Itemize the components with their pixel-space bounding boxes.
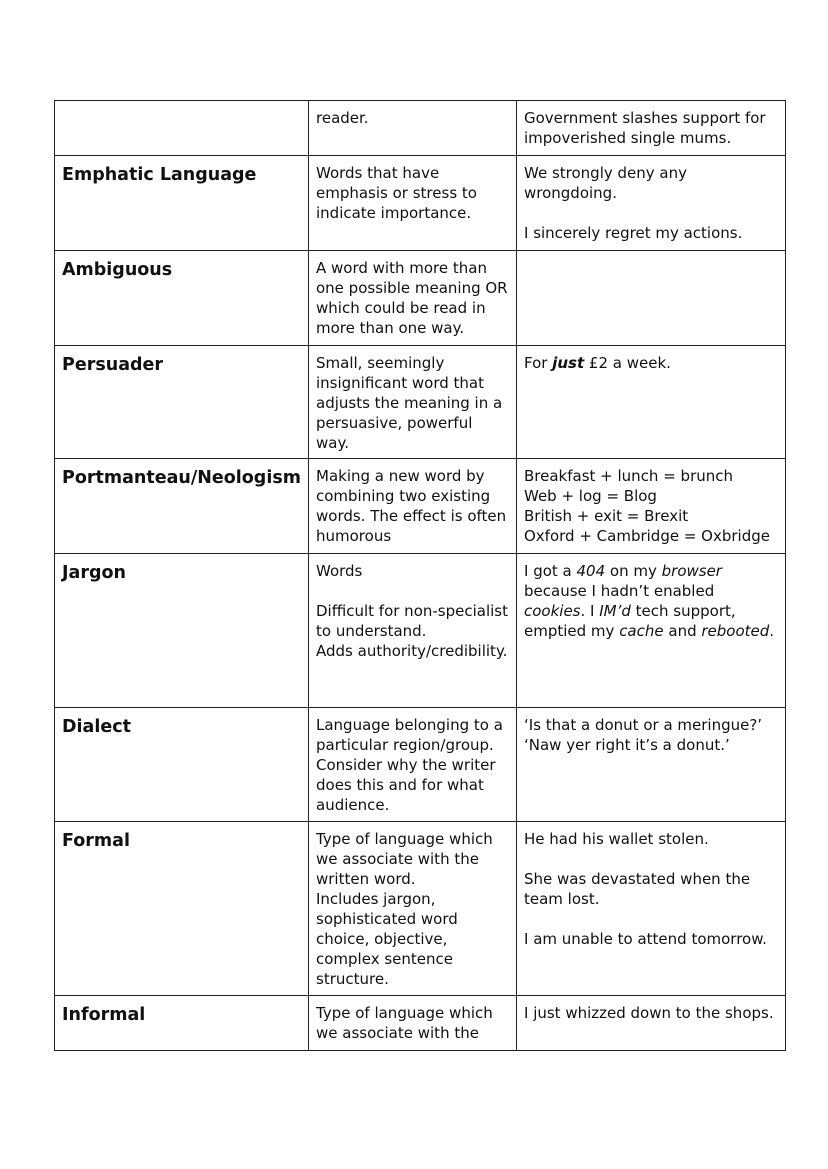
example-text — [524, 353, 779, 373]
example-text-part: £2 a week. — [584, 354, 671, 372]
example-text: Oxford + Cambridge = Oxbridge — [524, 527, 770, 545]
paragraph-gap — [524, 909, 779, 929]
term-cell: Portmanteau/Neologism — [55, 459, 309, 554]
term-cell: Dialect — [55, 708, 309, 822]
term-cell: Persuader — [55, 346, 309, 459]
example-text-part: and — [663, 622, 702, 640]
example-text: Breakfast + lunch = brunch — [524, 467, 734, 485]
example-text: I am unable to attend tomorrow. — [524, 930, 767, 948]
paragraph-gap — [316, 581, 510, 601]
definition-text: Type of language which we associate with the — [316, 1004, 493, 1042]
jargon-word: browser — [661, 562, 722, 580]
definition-text: Small, seemingly insignificant word that adjusts the meaning in a persuasive, powerful way. — [316, 354, 503, 452]
definition-text: Words that have emphasis or stress to indicate importance. — [316, 164, 477, 222]
table-row — [55, 708, 786, 822]
table-row — [55, 156, 786, 251]
term-cell: Emphatic Language — [55, 156, 309, 251]
table-row — [55, 101, 786, 156]
definition-cell — [309, 251, 517, 346]
definition-text: Type of language which we associate with the written word. — [316, 830, 493, 888]
definition-text: Making a new word by combining two existing words. The effect is often humorous — [316, 467, 507, 545]
definition-cell — [309, 346, 517, 459]
jargon-word: IM’d — [599, 602, 631, 620]
example-cell — [517, 346, 786, 459]
example-text: British + exit = Brexit — [524, 507, 689, 525]
example-text: She was devastated when the team lost. — [524, 870, 751, 908]
example-text-part: on my — [605, 562, 662, 580]
definition-text: Adds authority/credibility. — [316, 642, 508, 660]
term-cell: Informal — [55, 996, 309, 1051]
jargon-word: 404 — [576, 562, 606, 580]
definition-cell — [309, 822, 517, 996]
definition-cell — [309, 996, 517, 1051]
table-row — [55, 346, 786, 459]
term-cell — [55, 101, 309, 156]
definition-text: reader. — [316, 109, 369, 127]
example-text: We strongly deny any wrongdoing. — [524, 164, 687, 202]
jargon-word: cookies — [524, 602, 581, 620]
definition-cell — [309, 708, 517, 822]
example-text: Government slashes support for impoverished single mums. — [524, 109, 766, 147]
jargon-word: cache — [619, 622, 664, 640]
literary-terms-table — [54, 100, 786, 1051]
table-row — [55, 251, 786, 346]
example-cell — [517, 156, 786, 251]
table-row — [55, 459, 786, 554]
example-text-part: For — [524, 354, 553, 372]
example-text-part: . — [769, 622, 775, 640]
definition-text: A word with more than one possible meaning OR which could be read in more than one way. — [316, 259, 508, 337]
example-text: He had his wallet stolen. — [524, 830, 709, 848]
definition-cell — [309, 101, 517, 156]
example-cell — [517, 251, 786, 346]
example-cell — [517, 554, 786, 708]
example-cell — [517, 708, 786, 822]
example-text: ‘Is that a donut or a meringue?’ — [524, 716, 763, 734]
table-row — [55, 554, 786, 708]
definition-text: Difficult for non-specialist to understand. — [316, 602, 508, 640]
jargon-word: rebooted — [701, 622, 770, 640]
emphasis-word: just — [552, 354, 585, 372]
definition-text: Language belonging to a particular region/group. Consider why the writer does this and for what audience. — [316, 716, 503, 814]
example-cell — [517, 459, 786, 554]
example-text: Web + log = Blog — [524, 487, 657, 505]
example-cell — [517, 101, 786, 156]
example-text — [524, 561, 779, 641]
example-text-part: because I hadn’t enabled — [524, 582, 715, 600]
definition-cell — [309, 554, 517, 708]
definition-cell — [309, 459, 517, 554]
table-row — [55, 822, 786, 996]
example-cell — [517, 996, 786, 1051]
definition-text: Words — [316, 562, 363, 580]
term-cell: Jargon — [55, 554, 309, 708]
example-text: ‘Naw yer right it’s a donut.’ — [524, 736, 730, 754]
example-text: I sincerely regret my actions. — [524, 224, 743, 242]
definition-cell — [309, 156, 517, 251]
paragraph-gap — [524, 849, 779, 869]
table-row — [55, 996, 786, 1051]
example-text: I just whizzed down to the shops. — [524, 1004, 774, 1022]
paragraph-gap — [524, 203, 779, 223]
example-text-part: . I — [580, 602, 600, 620]
term-cell: Ambiguous — [55, 251, 309, 346]
example-text-part: tech support, emptied my — [524, 602, 736, 640]
example-text-part: I got a — [524, 562, 577, 580]
example-cell — [517, 822, 786, 996]
definition-text: Includes jargon, sophisticated word choice, objective, complex sentence structure. — [316, 890, 458, 988]
term-cell: Formal — [55, 822, 309, 996]
